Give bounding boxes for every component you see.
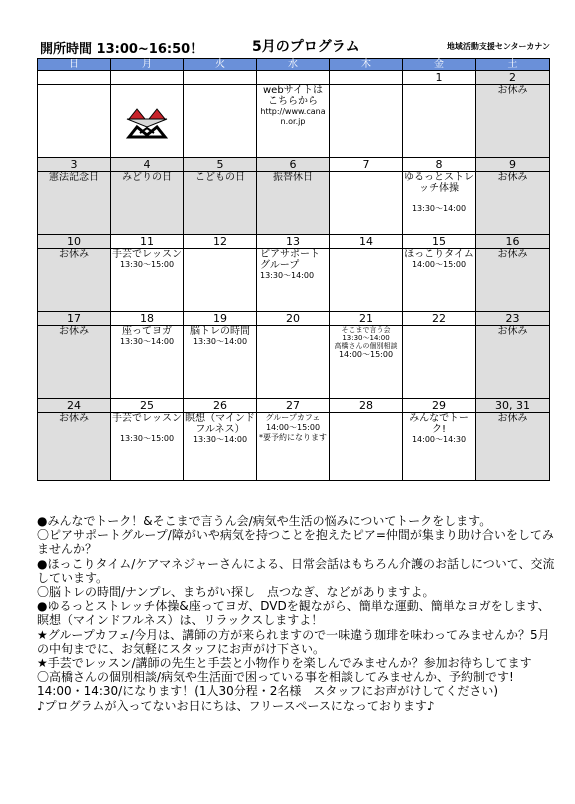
closed-label: お休み [59,249,89,260]
event-cell [403,326,476,399]
date-cell: 16 [476,235,550,249]
date-row [38,399,550,413]
date-cell: 5 [184,158,257,172]
event-time: 13:30～14:00 [119,337,175,346]
closed-label: お休み [497,413,528,424]
note-paragraph: ♪プログラムが入ってないお日にちは、フリースペースになっております♪ [37,698,435,713]
date-cell: 4 [111,158,184,172]
kabuto-helmet-icon [125,107,169,141]
closed-label: お休み [497,172,528,183]
organization-name: 地域活動支援センターカナン [446,42,550,51]
weekday-tue: 火 [184,59,257,71]
date-cell [111,71,184,85]
date-row [38,235,550,249]
weekday-header-row [38,59,550,71]
event-time: 13:30～14:00 [411,204,467,213]
event-title: ほっこりタイム [404,249,474,260]
date-cell: 3 [38,158,111,172]
event-time: 13:30～14:00 [342,334,390,342]
closed-label: お休み [59,326,89,337]
event-cell [184,413,257,481]
event-title: 手芸でレッスン [112,413,182,424]
date-row [38,71,550,85]
weekday-sun: 日 [38,59,111,71]
event-cell [476,326,550,399]
event-row [38,413,550,481]
event-cell [38,249,111,312]
holiday-label: みどりの日 [122,172,172,183]
date-cell: 15 [403,235,476,249]
holiday-label: 憲法記念日 [49,172,99,183]
event-row [38,326,550,399]
page-title: 5月のプログラム [252,39,360,55]
event-cell [38,85,111,158]
closed-label: お休み [497,85,528,96]
date-cell: 7 [330,158,403,172]
website-link[interactable]: http://www.canan.or.jp [260,107,326,126]
event-cell [111,249,184,312]
event-title: みんなでトーク! [409,413,469,435]
event-cell [330,326,403,399]
date-cell: 28 [330,399,403,413]
date-cell: 26 [184,399,257,413]
event-time: 14:00～15:00 [411,260,467,269]
event-cell [330,413,403,481]
date-cell: 10 [38,235,111,249]
date-cell [38,71,111,85]
weekday-thu: 木 [330,59,403,71]
event-cell [403,413,476,481]
date-cell: 13 [257,235,330,249]
event-time: 13:30～15:00 [119,260,175,269]
event-row [38,172,550,235]
event-cell [38,172,111,235]
date-cell: 1 [403,71,476,85]
note-paragraph: ★グループカフェ/今月は、講師の方が来られますので一味違う珈琲を味わってみませんか？5月の中旬までに、お気軽にスタッフにお声がけ下さい。 [37,627,550,656]
date-cell: 30, 31 [476,399,550,413]
event-cell [184,326,257,399]
event-cell [476,249,550,312]
note-paragraph: 〇ピアサポートグループ/障がいや病気を持つことを抱えたピア=仲間が集まり助け合いをしてみませんか？ [37,528,554,557]
event-cell [403,85,476,158]
event-cell [38,413,111,481]
closed-label: お休み [497,249,528,260]
event-cell [257,249,330,312]
program-notes [37,514,557,713]
closed-label: お休み [59,413,89,424]
weekday-fri: 金 [403,59,476,71]
date-cell: 14 [330,235,403,249]
event-cell [403,172,476,235]
date-cell: 23 [476,312,550,326]
date-cell: 6 [257,158,330,172]
date-row [38,158,550,172]
date-cell: 20 [257,312,330,326]
event-cell [257,85,330,158]
date-cell: 8 [403,158,476,172]
date-cell [184,71,257,85]
date-cell: 11 [111,235,184,249]
date-cell [330,71,403,85]
date-cell: 9 [476,158,550,172]
weekday-mon: 月 [111,59,184,71]
note-paragraph: ●ゆるっとストレッチ体操&座ってヨガ、DVDを観ながら、簡単な運動、簡単なヨガをします、瞑想（マインドフルネス）は、リラックスしますよ！ [37,599,550,628]
event-cell [257,172,330,235]
date-cell: 19 [184,312,257,326]
event-cell [330,85,403,158]
event-cell [476,172,550,235]
event-title: 瞑想（マインドフルネス） [185,413,255,435]
event-title: ゆるっとストレッチ体操 [404,172,474,194]
event-title: ピアサポートグループ [260,249,320,271]
event-time: 14:00～15:00 [338,350,394,359]
date-cell: 18 [111,312,184,326]
event-cell [111,172,184,235]
event-row [38,85,550,158]
event-title: グループカフェ [265,413,321,422]
header [40,38,550,60]
event-title: 脳トレの時間 [190,326,250,337]
event-cell [476,85,550,158]
date-cell [257,71,330,85]
date-cell: 12 [184,235,257,249]
note-paragraph: 〇脳トレの時間/ナンプレ、まちがい探し 点つなぎ、などがありますよ。 [37,585,435,600]
event-cell [111,326,184,399]
note-paragraph: ★手芸でレッスン/講師の先生と手芸と小物作りを楽しんでみませんか？参加お待ちしてます [37,656,532,671]
event-cell [111,413,184,481]
web-text: webサイトは [263,85,323,96]
holiday-label: 振替休日 [273,172,313,183]
opening-hours: 開所時間 13:00~16:50！ [40,42,204,57]
event-time: 13:30～14:00 [192,337,248,346]
note-paragraph: 〇高橋さんの個別相談/病気や生活面で困っている事を相談してみませんか、予約制です! 14:00・14:30/になります！(1人30分程・2名様 スタッフにお声がけしてください) [37,670,526,699]
event-cell [330,249,403,312]
event-cell [184,249,257,312]
event-time: 14:00～15:00 [265,423,321,432]
event-cell [330,172,403,235]
event-time: 13:30～14:00 [260,271,315,280]
event-cell [403,249,476,312]
note-paragraph: ●みんなでトーク！&そこまで言うん会/病気や生活の悩みについてトークをします。 [37,514,492,528]
date-cell: 25 [111,399,184,413]
web-text: こちらから [268,96,318,107]
closed-label: お休み [497,326,528,337]
event-note: *要予約になります [259,433,327,442]
event-title: 手芸でレッスン [112,249,182,260]
calendar-table [37,58,550,481]
date-cell: 17 [38,312,111,326]
date-cell: 27 [257,399,330,413]
date-cell: 2 [476,71,550,85]
weekday-wed: 水 [257,59,330,71]
date-cell: 29 [403,399,476,413]
event-cell [257,413,330,481]
event-cell [184,85,257,158]
date-cell: 21 [330,312,403,326]
weekday-sat: 土 [476,59,550,71]
event-cell [184,172,257,235]
holiday-label: こどもの日 [195,172,245,183]
event-cell [38,326,111,399]
event-time: 14:00～14:30 [411,435,467,444]
event-cell [476,413,550,481]
note-paragraph: ●ほっこりタイム/ケアマネジャーさんによる、日常会話はもちろん介護のお話しについて、交流しています。 [37,556,555,585]
date-row [38,312,550,326]
event-time: 13:30～14:00 [192,435,248,444]
event-title: そこまで言う会 [341,326,391,334]
date-cell: 22 [403,312,476,326]
event-row [38,249,550,312]
event-cell [257,326,330,399]
event-title: 高橋さんの個別相談 [334,342,398,350]
date-cell: 24 [38,399,111,413]
event-cell [111,85,184,158]
event-title: 座ってヨガ [122,326,172,337]
event-time: 13:30～15:00 [119,434,175,443]
